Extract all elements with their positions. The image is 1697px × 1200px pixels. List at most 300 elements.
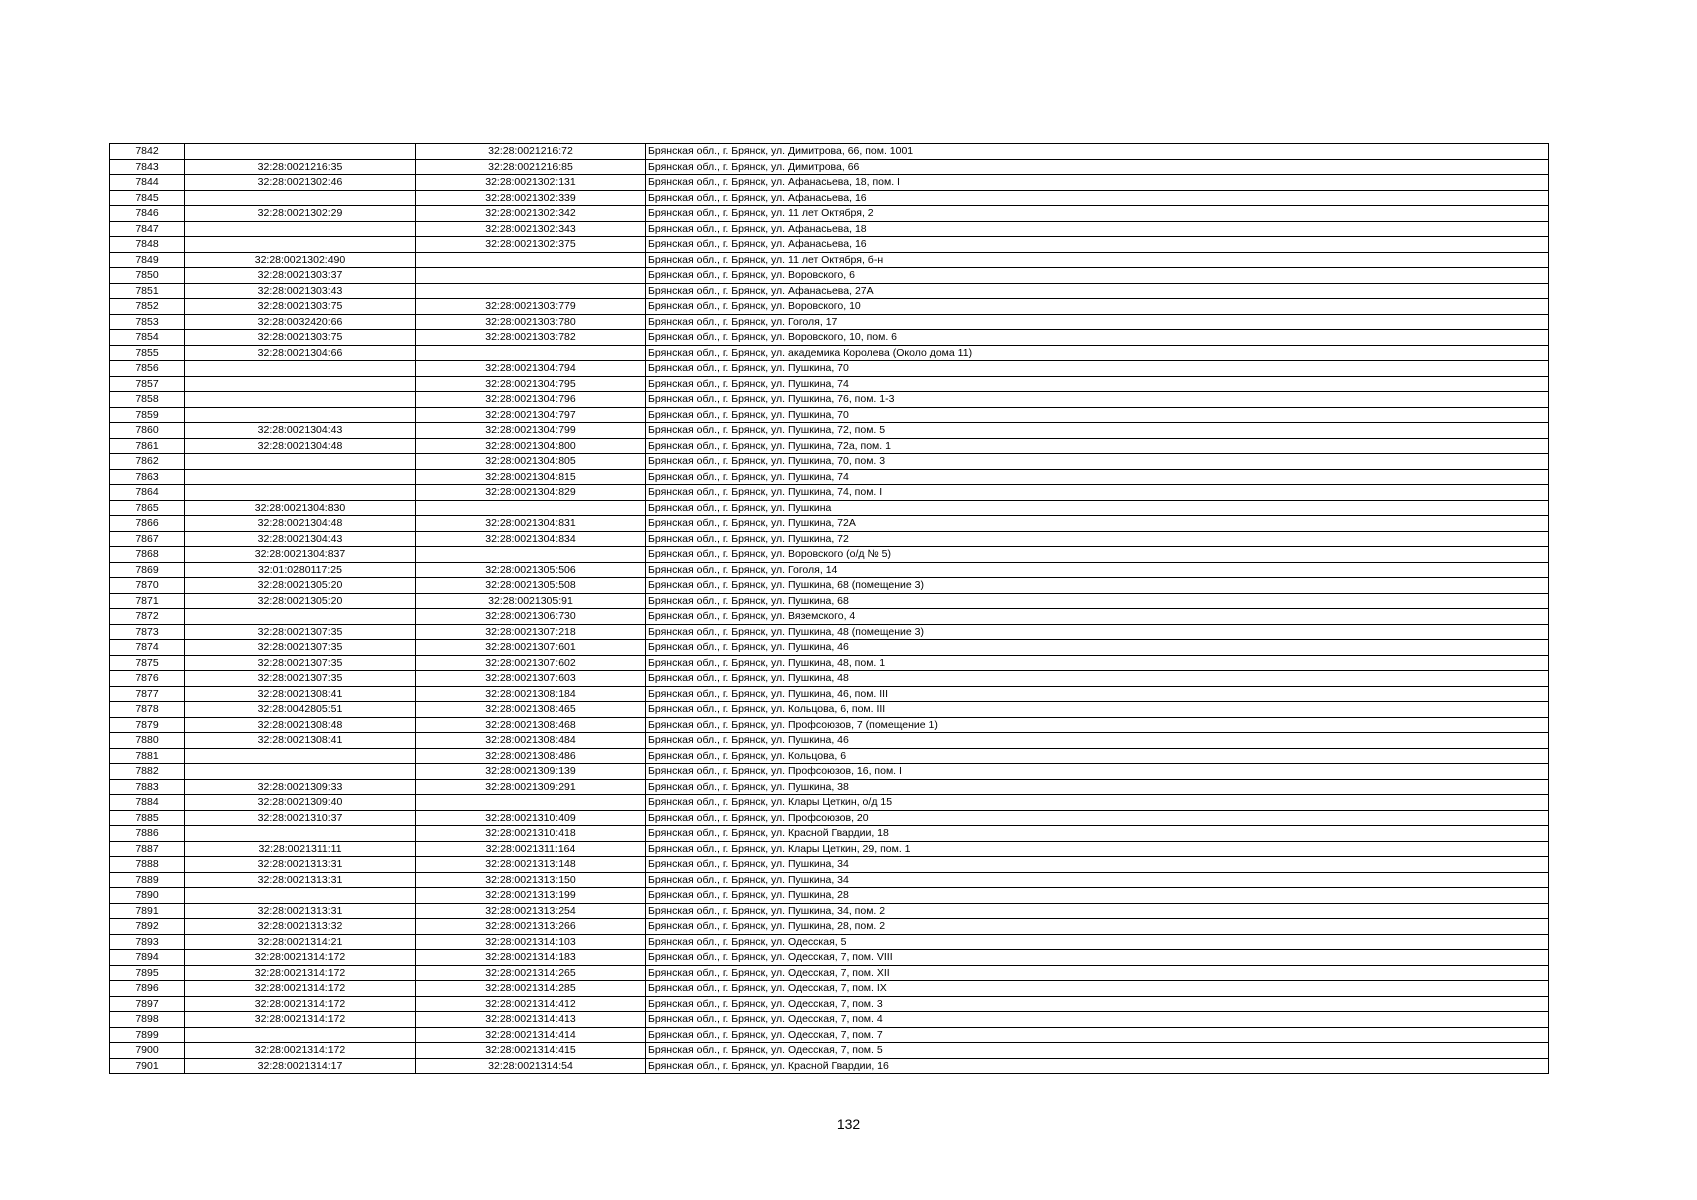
address-cell: Брянская обл., г. Брянск, ул. Афанасьева, 18	[646, 221, 1549, 237]
row-number-cell: 7868	[110, 547, 185, 563]
row-number-cell: 7858	[110, 392, 185, 408]
table-row	[110, 671, 1549, 687]
land-cadastral-number-cell	[185, 454, 416, 470]
row-number-cell: 7900	[110, 1043, 185, 1059]
object-cadastral-number-cell: 32:28:0021302:131	[416, 175, 646, 191]
table-row	[110, 299, 1549, 315]
row-number-cell: 7849	[110, 252, 185, 268]
land-cadastral-number-cell	[185, 407, 416, 423]
row-number-cell: 7847	[110, 221, 185, 237]
table-row	[110, 624, 1549, 640]
table-row	[110, 190, 1549, 206]
row-number-cell: 7888	[110, 857, 185, 873]
row-number-cell: 7872	[110, 609, 185, 625]
land-cadastral-number-cell: 32:28:0021314:172	[185, 1012, 416, 1028]
row-number-cell: 7846	[110, 206, 185, 222]
land-cadastral-number-cell: 32:28:0021314:21	[185, 934, 416, 950]
land-cadastral-number-cell	[185, 469, 416, 485]
address-cell: Брянская обл., г. Брянск, ул. Афанасьева, 18, пом. I	[646, 175, 1549, 191]
land-cadastral-number-cell: 32:28:0021314:172	[185, 965, 416, 981]
table-row	[110, 702, 1549, 718]
table-row	[110, 1043, 1549, 1059]
object-cadastral-number-cell: 32:28:0021313:254	[416, 903, 646, 919]
address-cell: Брянская обл., г. Брянск, ул. Пушкина, 46, пом. III	[646, 686, 1549, 702]
land-cadastral-number-cell: 32:28:0021307:35	[185, 671, 416, 687]
row-number-cell: 7899	[110, 1027, 185, 1043]
land-cadastral-number-cell	[185, 609, 416, 625]
object-cadastral-number-cell: 32:28:0021216:72	[416, 144, 646, 160]
row-number-cell: 7893	[110, 934, 185, 950]
row-number-cell: 7866	[110, 516, 185, 532]
table-row	[110, 392, 1549, 408]
table-row	[110, 206, 1549, 222]
row-number-cell: 7848	[110, 237, 185, 253]
table-row	[110, 810, 1549, 826]
land-cadastral-number-cell	[185, 221, 416, 237]
table-row	[110, 438, 1549, 454]
object-cadastral-number-cell: 32:28:0021314:54	[416, 1058, 646, 1074]
object-cadastral-number-cell: 32:28:0021304:795	[416, 376, 646, 392]
land-cadastral-number-cell: 32:01:0280117:25	[185, 562, 416, 578]
land-cadastral-number-cell: 32:28:0021302:46	[185, 175, 416, 191]
address-cell: Брянская обл., г. Брянск, ул. Пушкина, 70	[646, 407, 1549, 423]
row-number-cell: 7870	[110, 578, 185, 594]
object-cadastral-number-cell: 32:28:0021307:601	[416, 640, 646, 656]
table-row	[110, 795, 1549, 811]
object-cadastral-number-cell: 32:28:0021314:183	[416, 950, 646, 966]
address-cell: Брянская обл., г. Брянск, ул. Клары Цеткин, 29, пом. 1	[646, 841, 1549, 857]
table-row	[110, 407, 1549, 423]
object-cadastral-number-cell: 32:28:0021303:780	[416, 314, 646, 330]
address-cell: Брянская обл., г. Брянск, ул. Пушкина, 38	[646, 779, 1549, 795]
address-cell: Брянская обл., г. Брянск, ул. Пушкина, 46	[646, 640, 1549, 656]
row-number-cell: 7861	[110, 438, 185, 454]
object-cadastral-number-cell: 32:28:0021314:103	[416, 934, 646, 950]
table-row	[110, 283, 1549, 299]
table-row	[110, 454, 1549, 470]
row-number-cell: 7852	[110, 299, 185, 315]
row-number-cell: 7878	[110, 702, 185, 718]
object-cadastral-number-cell: 32:28:0021313:266	[416, 919, 646, 935]
row-number-cell: 7895	[110, 965, 185, 981]
address-cell: Брянская обл., г. Брянск, ул. Профсоюзов, 16, пом. I	[646, 764, 1549, 780]
land-cadastral-number-cell: 32:28:0021303:75	[185, 299, 416, 315]
address-cell: Брянская обл., г. Брянск, ул. Димитрова, 66	[646, 159, 1549, 175]
land-cadastral-number-cell: 32:28:0021303:37	[185, 268, 416, 284]
address-cell: Брянская обл., г. Брянск, ул. Пушкина, 68 (помещение 3)	[646, 578, 1549, 594]
table-row	[110, 376, 1549, 392]
row-number-cell: 7883	[110, 779, 185, 795]
address-cell: Брянская обл., г. Брянск, ул. Димитрова, 66, пом. 1001	[646, 144, 1549, 160]
table-row	[110, 919, 1549, 935]
address-cell: Брянская обл., г. Брянск, ул. Пушкина, 70	[646, 361, 1549, 377]
object-cadastral-number-cell	[416, 268, 646, 284]
address-cell: Брянская обл., г. Брянск, ул. Пушкина, 34	[646, 872, 1549, 888]
row-number-cell: 7860	[110, 423, 185, 439]
table-row	[110, 361, 1549, 377]
object-cadastral-number-cell: 32:28:0021304:815	[416, 469, 646, 485]
row-number-cell: 7850	[110, 268, 185, 284]
table-row	[110, 950, 1549, 966]
land-cadastral-number-cell: 32:28:0021313:31	[185, 857, 416, 873]
object-cadastral-number-cell: 32:28:0021309:139	[416, 764, 646, 780]
address-cell: Брянская обл., г. Брянск, ул. Одесская, 7, пом. 4	[646, 1012, 1549, 1028]
table-row	[110, 252, 1549, 268]
object-cadastral-number-cell: 32:28:0021314:412	[416, 996, 646, 1012]
table-row	[110, 221, 1549, 237]
land-cadastral-number-cell	[185, 485, 416, 501]
object-cadastral-number-cell: 32:28:0021308:465	[416, 702, 646, 718]
object-cadastral-number-cell	[416, 547, 646, 563]
row-number-cell: 7859	[110, 407, 185, 423]
address-cell: Брянская обл., г. Брянск, ул. Пушкина, 48, пом. 1	[646, 655, 1549, 671]
table-row	[110, 1027, 1549, 1043]
address-cell: Брянская обл., г. Брянск, ул. Пушкина, 28	[646, 888, 1549, 904]
table-row	[110, 733, 1549, 749]
row-number-cell: 7894	[110, 950, 185, 966]
row-number-cell: 7851	[110, 283, 185, 299]
object-cadastral-number-cell: 32:28:0021305:508	[416, 578, 646, 594]
object-cadastral-number-cell: 32:28:0021309:291	[416, 779, 646, 795]
object-cadastral-number-cell: 32:28:0021313:150	[416, 872, 646, 888]
registry-table-body	[110, 144, 1549, 1074]
object-cadastral-number-cell: 32:28:0021307:218	[416, 624, 646, 640]
row-number-cell: 7880	[110, 733, 185, 749]
table-row	[110, 345, 1549, 361]
address-cell: Брянская обл., г. Брянск, ул. Пушкина, 28, пом. 2	[646, 919, 1549, 935]
object-cadastral-number-cell	[416, 345, 646, 361]
page-number: 132	[836, 1116, 861, 1132]
land-cadastral-number-cell	[185, 376, 416, 392]
land-cadastral-number-cell: 32:28:0021313:32	[185, 919, 416, 935]
object-cadastral-number-cell: 32:28:0021216:85	[416, 159, 646, 175]
land-cadastral-number-cell: 32:28:0021313:31	[185, 872, 416, 888]
land-cadastral-number-cell: 32:28:0021303:43	[185, 283, 416, 299]
object-cadastral-number-cell: 32:28:0021303:779	[416, 299, 646, 315]
table-row	[110, 330, 1549, 346]
address-cell: Брянская обл., г. Брянск, ул. академика Королева (Около дома 11)	[646, 345, 1549, 361]
row-number-cell: 7879	[110, 717, 185, 733]
address-cell: Брянская обл., г. Брянск, ул. Пушкина, 70, пом. 3	[646, 454, 1549, 470]
land-cadastral-number-cell	[185, 144, 416, 160]
object-cadastral-number-cell	[416, 252, 646, 268]
address-cell: Брянская обл., г. Брянск, ул. Пушкина, 74	[646, 376, 1549, 392]
address-cell: Брянская обл., г. Брянск, ул. Одесская, 7, пом. 7	[646, 1027, 1549, 1043]
row-number-cell: 7865	[110, 500, 185, 516]
table-row	[110, 1058, 1549, 1074]
row-number-cell: 7871	[110, 593, 185, 609]
row-number-cell: 7857	[110, 376, 185, 392]
row-number-cell: 7867	[110, 531, 185, 547]
object-cadastral-number-cell: 32:28:0021304:799	[416, 423, 646, 439]
address-cell: Брянская обл., г. Брянск, ул. Одесская, 5	[646, 934, 1549, 950]
object-cadastral-number-cell: 32:28:0021308:468	[416, 717, 646, 733]
row-number-cell: 7844	[110, 175, 185, 191]
address-cell: Брянская обл., г. Брянск, ул. Кольцова, 6, пом. III	[646, 702, 1549, 718]
land-cadastral-number-cell: 32:28:0021309:40	[185, 795, 416, 811]
land-cadastral-number-cell: 32:28:0021307:35	[185, 640, 416, 656]
object-cadastral-number-cell: 32:28:0021307:603	[416, 671, 646, 687]
row-number-cell: 7896	[110, 981, 185, 997]
object-cadastral-number-cell: 32:28:0021314:265	[416, 965, 646, 981]
object-cadastral-number-cell: 32:28:0021314:415	[416, 1043, 646, 1059]
address-cell: Брянская обл., г. Брянск, ул. Пушкина	[646, 500, 1549, 516]
table-row	[110, 562, 1549, 578]
land-cadastral-number-cell	[185, 392, 416, 408]
object-cadastral-number-cell: 32:28:0021304:834	[416, 531, 646, 547]
land-cadastral-number-cell	[185, 361, 416, 377]
address-cell: Брянская обл., г. Брянск, ул. 11 лет Октября, 2	[646, 206, 1549, 222]
row-number-cell: 7887	[110, 841, 185, 857]
address-cell: Брянская обл., г. Брянск, ул. Пушкина, 72, пом. 5	[646, 423, 1549, 439]
table-row	[110, 144, 1549, 160]
land-cadastral-number-cell: 32:28:0021308:48	[185, 717, 416, 733]
table-row	[110, 516, 1549, 532]
address-cell: Брянская обл., г. Брянск, ул. Одесская, 7, пом. VIII	[646, 950, 1549, 966]
table-row	[110, 841, 1549, 857]
row-number-cell: 7863	[110, 469, 185, 485]
object-cadastral-number-cell: 32:28:0021314:414	[416, 1027, 646, 1043]
land-cadastral-number-cell: 32:28:0032420:66	[185, 314, 416, 330]
land-cadastral-number-cell	[185, 826, 416, 842]
address-cell: Брянская обл., г. Брянск, ул. Пушкина, 72А	[646, 516, 1549, 532]
table-row	[110, 175, 1549, 191]
object-cadastral-number-cell: 32:28:0021303:782	[416, 330, 646, 346]
address-cell: Брянская обл., г. Брянск, ул. Одесская, 7, пом. IX	[646, 981, 1549, 997]
table-row	[110, 857, 1549, 873]
land-cadastral-number-cell: 32:28:0021302:490	[185, 252, 416, 268]
table-row	[110, 1012, 1549, 1028]
table-row	[110, 547, 1549, 563]
table-row	[110, 903, 1549, 919]
address-cell: Брянская обл., г. Брянск, ул. Пушкина, 48	[646, 671, 1549, 687]
address-cell: Брянская обл., г. Брянск, ул. Пушкина, 74	[646, 469, 1549, 485]
address-cell: Брянская обл., г. Брянск, ул. Одесская, 7, пом. XII	[646, 965, 1549, 981]
table-row	[110, 593, 1549, 609]
object-cadastral-number-cell: 32:28:0021304:794	[416, 361, 646, 377]
table-row	[110, 934, 1549, 950]
object-cadastral-number-cell: 32:28:0021304:800	[416, 438, 646, 454]
row-number-cell: 7864	[110, 485, 185, 501]
row-number-cell: 7885	[110, 810, 185, 826]
table-row	[110, 237, 1549, 253]
table-row	[110, 764, 1549, 780]
table-row	[110, 826, 1549, 842]
row-number-cell: 7875	[110, 655, 185, 671]
address-cell: Брянская обл., г. Брянск, ул. Пушкина, 76, пом. 1-3	[646, 392, 1549, 408]
object-cadastral-number-cell: 32:28:0021302:375	[416, 237, 646, 253]
registry-table-container	[109, 143, 1548, 1074]
row-number-cell: 7881	[110, 748, 185, 764]
table-row	[110, 872, 1549, 888]
land-cadastral-number-cell: 32:28:0021303:75	[185, 330, 416, 346]
row-number-cell: 7869	[110, 562, 185, 578]
land-cadastral-number-cell: 32:28:0021314:172	[185, 950, 416, 966]
row-number-cell: 7856	[110, 361, 185, 377]
address-cell: Брянская обл., г. Брянск, ул. 11 лет Октября, б-н	[646, 252, 1549, 268]
land-cadastral-number-cell: 32:28:0021304:43	[185, 531, 416, 547]
object-cadastral-number-cell: 32:28:0021310:418	[416, 826, 646, 842]
address-cell: Брянская обл., г. Брянск, ул. Красной Гвардии, 16	[646, 1058, 1549, 1074]
address-cell: Брянская обл., г. Брянск, ул. Пушкина, 34	[646, 857, 1549, 873]
row-number-cell: 7855	[110, 345, 185, 361]
table-row	[110, 609, 1549, 625]
table-row	[110, 469, 1549, 485]
object-cadastral-number-cell	[416, 500, 646, 516]
object-cadastral-number-cell	[416, 795, 646, 811]
land-cadastral-number-cell	[185, 748, 416, 764]
object-cadastral-number-cell: 32:28:0021304:796	[416, 392, 646, 408]
land-cadastral-number-cell	[185, 888, 416, 904]
land-cadastral-number-cell: 32:28:0021308:41	[185, 686, 416, 702]
row-number-cell: 7882	[110, 764, 185, 780]
row-number-cell: 7876	[110, 671, 185, 687]
land-cadastral-number-cell: 32:28:0021305:20	[185, 578, 416, 594]
address-cell: Брянская обл., г. Брянск, ул. Пушкина, 68	[646, 593, 1549, 609]
row-number-cell: 7897	[110, 996, 185, 1012]
row-number-cell: 7842	[110, 144, 185, 160]
row-number-cell: 7898	[110, 1012, 185, 1028]
address-cell: Брянская обл., г. Брянск, ул. Одесская, 7, пом. 3	[646, 996, 1549, 1012]
object-cadastral-number-cell: 32:28:0021308:484	[416, 733, 646, 749]
address-cell: Брянская обл., г. Брянск, ул. Афанасьева, 16	[646, 190, 1549, 206]
address-cell: Брянская обл., г. Брянск, ул. Пушкина, 46	[646, 733, 1549, 749]
address-cell: Брянская обл., г. Брянск, ул. Вяземского, 4	[646, 609, 1549, 625]
object-cadastral-number-cell: 32:28:0021302:343	[416, 221, 646, 237]
registry-table	[109, 143, 1549, 1074]
land-cadastral-number-cell: 32:28:0021304:48	[185, 438, 416, 454]
land-cadastral-number-cell	[185, 237, 416, 253]
table-row	[110, 996, 1549, 1012]
address-cell: Брянская обл., г. Брянск, ул. Профсоюзов, 20	[646, 810, 1549, 826]
land-cadastral-number-cell	[185, 1027, 416, 1043]
object-cadastral-number-cell: 32:28:0021311:164	[416, 841, 646, 857]
address-cell: Брянская обл., г. Брянск, ул. Пушкина, 48 (помещение 3)	[646, 624, 1549, 640]
row-number-cell: 7853	[110, 314, 185, 330]
object-cadastral-number-cell: 32:28:0021307:602	[416, 655, 646, 671]
land-cadastral-number-cell: 32:28:0021304:48	[185, 516, 416, 532]
table-row	[110, 686, 1549, 702]
object-cadastral-number-cell: 32:28:0021314:413	[416, 1012, 646, 1028]
land-cadastral-number-cell: 32:28:0021310:37	[185, 810, 416, 826]
address-cell: Брянская обл., г. Брянск, ул. Профсоюзов, 7 (помещение 1)	[646, 717, 1549, 733]
row-number-cell: 7862	[110, 454, 185, 470]
object-cadastral-number-cell: 32:28:0021310:409	[416, 810, 646, 826]
object-cadastral-number-cell: 32:28:0021302:342	[416, 206, 646, 222]
table-row	[110, 423, 1549, 439]
object-cadastral-number-cell: 32:28:0021304:831	[416, 516, 646, 532]
land-cadastral-number-cell: 32:28:0021304:66	[185, 345, 416, 361]
land-cadastral-number-cell: 32:28:0021314:172	[185, 981, 416, 997]
land-cadastral-number-cell: 32:28:0021308:41	[185, 733, 416, 749]
land-cadastral-number-cell: 32:28:0021302:29	[185, 206, 416, 222]
address-cell: Брянская обл., г. Брянск, ул. Гоголя, 17	[646, 314, 1549, 330]
address-cell: Брянская обл., г. Брянск, ул. Пушкина, 72	[646, 531, 1549, 547]
land-cadastral-number-cell: 32:28:0021307:35	[185, 624, 416, 640]
object-cadastral-number-cell: 32:28:0021305:506	[416, 562, 646, 578]
land-cadastral-number-cell: 32:28:0021304:837	[185, 547, 416, 563]
address-cell: Брянская обл., г. Брянск, ул. Афанасьева, 27А	[646, 283, 1549, 299]
table-row	[110, 655, 1549, 671]
object-cadastral-number-cell: 32:28:0021314:285	[416, 981, 646, 997]
land-cadastral-number-cell: 32:28:0021313:31	[185, 903, 416, 919]
object-cadastral-number-cell: 32:28:0021308:486	[416, 748, 646, 764]
row-number-cell: 7854	[110, 330, 185, 346]
table-row	[110, 779, 1549, 795]
object-cadastral-number-cell	[416, 283, 646, 299]
row-number-cell: 7845	[110, 190, 185, 206]
row-number-cell: 7874	[110, 640, 185, 656]
row-number-cell: 7892	[110, 919, 185, 935]
land-cadastral-number-cell: 32:28:0021311:11	[185, 841, 416, 857]
address-cell: Брянская обл., г. Брянск, ул. Гоголя, 14	[646, 562, 1549, 578]
land-cadastral-number-cell: 32:28:0021309:33	[185, 779, 416, 795]
object-cadastral-number-cell: 32:28:0021305:91	[416, 593, 646, 609]
table-row	[110, 640, 1549, 656]
land-cadastral-number-cell: 32:28:0021314:17	[185, 1058, 416, 1074]
table-row	[110, 965, 1549, 981]
row-number-cell: 7886	[110, 826, 185, 842]
land-cadastral-number-cell: 32:28:0021307:35	[185, 655, 416, 671]
row-number-cell: 7889	[110, 872, 185, 888]
address-cell: Брянская обл., г. Брянск, ул. Одесская, 7, пом. 5	[646, 1043, 1549, 1059]
land-cadastral-number-cell: 32:28:0042805:51	[185, 702, 416, 718]
address-cell: Брянская обл., г. Брянск, ул. Красной Гвардии, 18	[646, 826, 1549, 842]
address-cell: Брянская обл., г. Брянск, ул. Пушкина, 34, пом. 2	[646, 903, 1549, 919]
object-cadastral-number-cell: 32:28:0021304:797	[416, 407, 646, 423]
table-row	[110, 888, 1549, 904]
table-row	[110, 531, 1549, 547]
row-number-cell: 7843	[110, 159, 185, 175]
table-row	[110, 981, 1549, 997]
land-cadastral-number-cell: 32:28:0021304:830	[185, 500, 416, 516]
table-row	[110, 268, 1549, 284]
land-cadastral-number-cell: 32:28:0021314:172	[185, 1043, 416, 1059]
object-cadastral-number-cell: 32:28:0021304:829	[416, 485, 646, 501]
address-cell: Брянская обл., г. Брянск, ул. Афанасьева, 16	[646, 237, 1549, 253]
object-cadastral-number-cell: 32:28:0021306:730	[416, 609, 646, 625]
row-number-cell: 7873	[110, 624, 185, 640]
table-row	[110, 314, 1549, 330]
address-cell: Брянская обл., г. Брянск, ул. Кольцова, 6	[646, 748, 1549, 764]
land-cadastral-number-cell	[185, 764, 416, 780]
land-cadastral-number-cell: 32:28:0021314:172	[185, 996, 416, 1012]
row-number-cell: 7877	[110, 686, 185, 702]
table-row	[110, 159, 1549, 175]
address-cell: Брянская обл., г. Брянск, ул. Воровского, 10	[646, 299, 1549, 315]
table-row	[110, 717, 1549, 733]
address-cell: Брянская обл., г. Брянск, ул. Воровского, 10, пом. 6	[646, 330, 1549, 346]
land-cadastral-number-cell: 32:28:0021216:35	[185, 159, 416, 175]
address-cell: Брянская обл., г. Брянск, ул. Воровского (о/д № 5)	[646, 547, 1549, 563]
table-row	[110, 485, 1549, 501]
object-cadastral-number-cell: 32:28:0021313:199	[416, 888, 646, 904]
row-number-cell: 7890	[110, 888, 185, 904]
object-cadastral-number-cell: 32:28:0021308:184	[416, 686, 646, 702]
address-cell: Брянская обл., г. Брянск, ул. Пушкина, 74, пом. I	[646, 485, 1549, 501]
address-cell: Брянская обл., г. Брянск, ул. Клары Цеткин, о/д 15	[646, 795, 1549, 811]
table-row	[110, 748, 1549, 764]
object-cadastral-number-cell: 32:28:0021313:148	[416, 857, 646, 873]
row-number-cell: 7901	[110, 1058, 185, 1074]
row-number-cell: 7891	[110, 903, 185, 919]
object-cadastral-number-cell: 32:28:0021304:805	[416, 454, 646, 470]
row-number-cell: 7884	[110, 795, 185, 811]
land-cadastral-number-cell: 32:28:0021304:43	[185, 423, 416, 439]
address-cell: Брянская обл., г. Брянск, ул. Пушкина, 72а, пом. 1	[646, 438, 1549, 454]
table-row	[110, 500, 1549, 516]
land-cadastral-number-cell: 32:28:0021305:20	[185, 593, 416, 609]
